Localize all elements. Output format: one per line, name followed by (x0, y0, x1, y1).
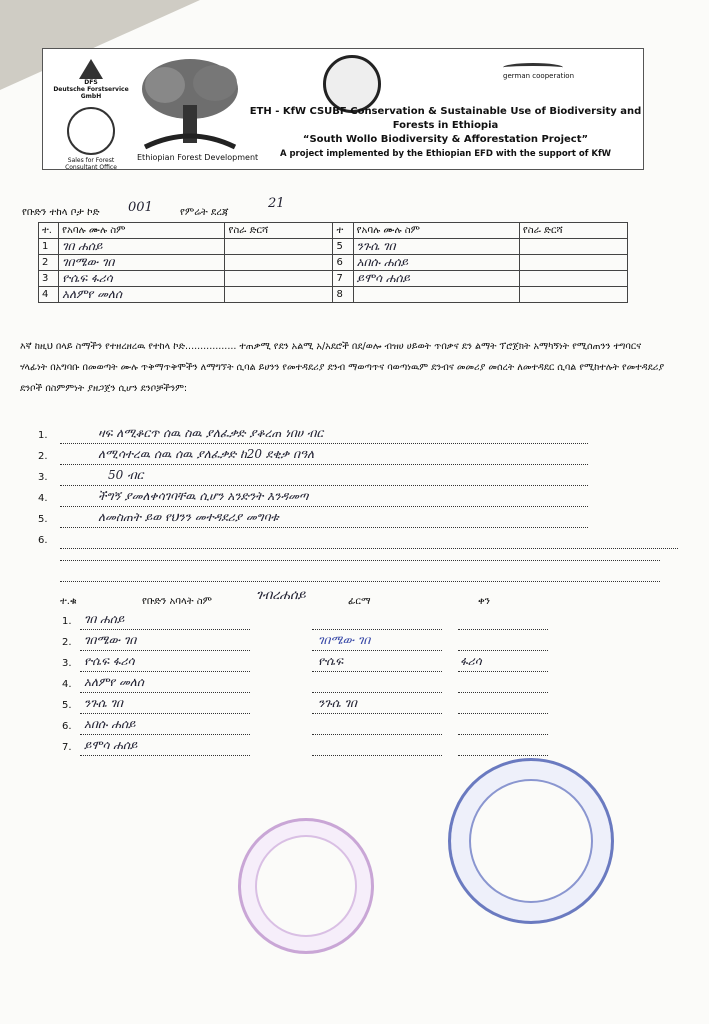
document-header (42, 48, 644, 170)
rule-line (38, 489, 678, 509)
table-header: የአባሉ ሙሉ ስም (59, 223, 225, 239)
sig-sign-line (312, 629, 442, 630)
sig-name-line (80, 692, 250, 693)
table-header: የአባሉ ሙሉ ስም (353, 223, 519, 239)
rule-dotted-line (60, 464, 588, 465)
member-name: አለምየ መለሰ (59, 287, 225, 303)
score-value: 21 (268, 196, 285, 211)
table-header-row (39, 223, 628, 239)
row-number: 7 (333, 271, 353, 287)
rule-line (38, 426, 678, 446)
title-line-4: A project implemented by the Ethiopian EFD with the support of KfW (279, 149, 612, 159)
sig-member-name: አበሱ ሐሰይ (84, 717, 136, 731)
rule-number: 6. (38, 535, 48, 546)
work-role (225, 287, 333, 303)
member-name: ገበሜው ገበ (59, 255, 225, 271)
group-code-value: 001 (128, 200, 153, 215)
row-number: 3 (39, 271, 59, 287)
work-role (519, 239, 627, 255)
dfs-abbr: DFS (84, 79, 98, 86)
rule-text: ለሚሳተረዉ ሰዉ ሰዉ ያለፈቃድ ከ20 ደቂቃ በዓለ (98, 447, 315, 461)
sig-signature: ንጉሴ ገበ (318, 696, 357, 710)
signature-row (62, 654, 662, 674)
sig-date-line (458, 755, 548, 756)
blank-line (60, 560, 660, 561)
sig-member-name: ገበሜው ገበ (84, 633, 137, 647)
signature-row (62, 696, 662, 716)
title-line-1: ETH - KfW CSUBF Conservation & Sustainable Use of Biodiversity and (249, 106, 642, 117)
sig-number: 5. (62, 700, 72, 711)
header-title (248, 105, 643, 161)
sig-number: 7. (62, 742, 72, 753)
table-header: ተ (333, 223, 353, 239)
signature-row (62, 717, 662, 737)
row-number: 1 (39, 239, 59, 255)
member-name: ይሞሳ ሐሰይ (353, 271, 519, 287)
sig-sign-line (312, 650, 442, 651)
sig-sign-line (312, 755, 442, 756)
table-row (39, 255, 628, 271)
score-label: የምሬት ደረጃ (180, 207, 229, 218)
sig-sign-line (312, 713, 442, 714)
sig-sign-line (312, 734, 442, 735)
group-code-label: የቡድን ተከላ ቦታ ኮድ (22, 207, 100, 218)
rule-dotted-line (60, 506, 588, 507)
sig-sign-line (312, 671, 442, 672)
sig-member-name: ገበ ሐሰይ (84, 612, 125, 626)
dfs-tree-icon (79, 59, 103, 79)
table-header: ተ. (39, 223, 59, 239)
row-number: 8 (333, 287, 353, 303)
sig-member-name: አለምየ መለሰ (84, 675, 144, 689)
dfs-logo (53, 59, 129, 171)
sig-number: 1. (62, 616, 72, 627)
giz-swoosh-icon (503, 63, 563, 72)
sig-date-line (458, 629, 548, 630)
rule-number: 2. (38, 451, 48, 462)
table-row (39, 239, 628, 255)
sig-name-line (80, 713, 250, 714)
giz-logo (503, 63, 574, 80)
rule-text: ችግኝ ያመለቀሳገባቸዉ ሲሆን አንድንት እንዳመጣ (98, 489, 309, 503)
work-role (519, 271, 627, 287)
work-role (519, 287, 627, 303)
sig-signature: ዮሴፍ (318, 654, 343, 668)
signature-row (62, 675, 662, 695)
rule-dotted-line (60, 527, 588, 528)
sig-number: 2. (62, 637, 72, 648)
sig-date-line (458, 734, 548, 735)
rule-number: 5. (38, 514, 48, 525)
table-row (39, 287, 628, 303)
sig-col-no: ተ.ቁ (60, 596, 77, 607)
signature-row (62, 612, 662, 632)
rule-line (38, 510, 678, 530)
members-table (38, 222, 628, 303)
rule-number: 1. (38, 430, 48, 441)
sig-number: 3. (62, 658, 72, 669)
rule-line (38, 447, 678, 467)
rule-text: ዛፍ ለሚቆርጥ ሰዉ ስዉ ያለፈቃድ ያቆረጠ ነበሀ ብር (98, 426, 324, 440)
row-number: 4 (39, 287, 59, 303)
work-role (225, 239, 333, 255)
row-number: 5 (333, 239, 353, 255)
dfs-sub: Sales for Forest Consultant Office (65, 156, 117, 171)
sig-name-line (80, 734, 250, 735)
title-line-2: Forests in Ethiopia (392, 120, 499, 131)
sig-sign-line (312, 692, 442, 693)
purple-stamp-icon (238, 818, 374, 954)
efd-label: Ethiopian Forest Development (137, 153, 259, 162)
sig-member-name: ንጉሴ ገበ (84, 696, 123, 710)
member-name (353, 287, 519, 303)
rule-number: 3. (38, 472, 48, 483)
blank-line (60, 581, 660, 582)
title-line-3: “South Wollo Biodiversity & Afforestation Project” (302, 134, 589, 145)
giz-name: german cooperation (503, 72, 575, 80)
row-number: 2 (39, 255, 59, 271)
leader-name: ገብረሐሰይ (256, 588, 306, 603)
member-name: ገበ ሐሰይ (59, 239, 225, 255)
sig-name-line (80, 755, 250, 756)
row-number: 6 (333, 255, 353, 271)
table-header: የስራ ድርሻ (225, 223, 333, 239)
signature-row (62, 633, 662, 653)
sig-col-sign: ፊርማ (348, 596, 371, 607)
sig-name-line (80, 671, 250, 672)
sig-date-line (458, 692, 548, 693)
sig-date: ፋሪሳ (460, 654, 482, 668)
sig-col-date: ቀን (478, 596, 490, 607)
dfs-emblem-icon (67, 107, 115, 155)
sig-name-line (80, 629, 250, 630)
rule-line (38, 531, 678, 551)
member-name: ዮሴፍ ፋሪሳ (59, 271, 225, 287)
sig-number: 6. (62, 721, 72, 732)
rule-dotted-line (60, 485, 588, 486)
work-role (519, 255, 627, 271)
dfs-name: Deutsche Forstservice GmbH (53, 86, 129, 101)
sig-name-line (80, 650, 250, 651)
agreement-paragraph: እኛ ከዚህ በላይ ስማችን የተዘረዘረዉ የተከላ ኮድ................. ተጠቃሚ የደን አልሚ አ/አደሮች በደ/ወሎ ብዝሀ ሀይወት ጥበቃና ደን ልማት ፕሮጀክት አማካኝነት የሚሰጠንን ተግባርና ሃላፊነት በአግባቡ በመወጣት ሙሉ ጥቅማጥቅሞችን ለማግኘት ሲባል ይሀንን የመተዳደሪያ ደንብ ማወጣጥና ባወጣነዉም ደንብና መመሪያ መሰረት ለመተዳደር ሲባል የሚከተሉት የመተዳደሪያ ደንቦች በስምምነት ያዘጋጀን ሲሆን ደንቦቻችንም: (20, 341, 665, 394)
sig-signature: ገበሜው ገበ (318, 633, 371, 647)
table-row (39, 271, 628, 287)
blue-stamp-icon (448, 758, 614, 924)
sig-col-name: የቡድን አባላት ስም (142, 596, 212, 607)
sig-date-line (458, 713, 548, 714)
work-role (225, 255, 333, 271)
rule-text: ለመስጠት ይወ የህንን መተዳደሪያ መግባቱ (98, 510, 279, 524)
efd-tree-icon (135, 55, 245, 155)
rule-dotted-line (60, 443, 588, 444)
signature-row (62, 738, 662, 758)
sig-member-name: ዮሴፍ ፋሪሳ (84, 654, 135, 668)
rule-number: 4. (38, 493, 48, 504)
member-name: አበሱ ሐሰይ (353, 255, 519, 271)
table-header: የስራ ድርሻ (519, 223, 627, 239)
sig-date-line (458, 650, 548, 651)
sig-number: 4. (62, 679, 72, 690)
sig-date-line (458, 671, 548, 672)
rule-line (38, 468, 678, 488)
rule-dotted-line (60, 548, 678, 549)
work-role (225, 271, 333, 287)
rule-text: 50 ብር (108, 468, 144, 482)
sig-member-name: ይሞሳ ሐሰይ (84, 738, 138, 752)
member-name: ንጉሴ ገበ (353, 239, 519, 255)
